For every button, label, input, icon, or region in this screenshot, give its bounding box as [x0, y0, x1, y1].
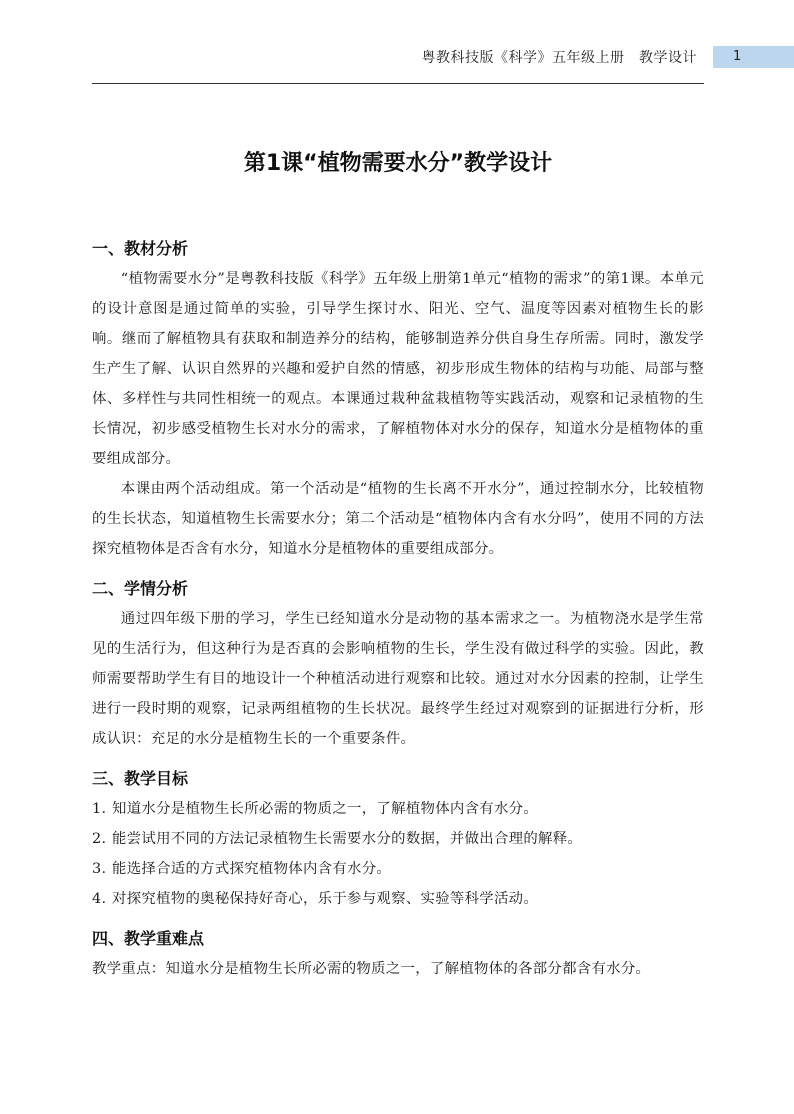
header-divider	[92, 83, 704, 84]
paragraph: 通过四年级下册的学习，学生已经知道水分是动物的基本需求之一。为植物浇水是学生常见的生活行为，但这种行为是否真的会影响植物的生长，学生没有做过科学的实验。因此，教师需要帮助学生有目的地设计一个种植活动进行观察和比较。通过对水分因素的控制，让学生进行一段时期的观察，记录两组植物的生长状况。最终学生经过对观察到的证据进行分析，形成认识：充足的水分是植物生长的一个重要条件。	[92, 611, 704, 747]
objective-item	[92, 824, 704, 854]
objective-item	[92, 794, 704, 824]
key-point-line: 教学重点：知道水分是植物生长所必需的物质之一，了解植物体的各部分都含有水分。	[92, 961, 651, 977]
item-text: 能选择合适的方式探究植物体内含有水分。	[112, 861, 392, 877]
paragraph: 本课由两个活动组成。第一个活动是“植物的生长离不开水分”，通过控制水分，比较植物的生长状态，知道植物生长需要水分；第二个活动是“植物体内含有水分吗”，使用不同的方法探究植物体是否含有水分，知道水分是植物体的重要组成部分。	[92, 481, 704, 557]
header-book-title: 粤教科技版《科学》五年级上册 教学设计	[421, 50, 697, 66]
item-text: 能尝试用不同的方法记录植物生长需要水分的数据，并做出合理的解释。	[112, 831, 583, 847]
section-key-difficult-points	[92, 924, 704, 984]
item-text: 知道水分是植物生长所必需的物质之一，了解植物体内含有水分。	[112, 801, 539, 817]
section-student-analysis	[92, 574, 704, 754]
section-textbook-analysis	[92, 234, 704, 564]
objective-item	[92, 884, 704, 914]
item-number: 3.	[92, 861, 107, 877]
item-text: 对探究植物的奥秘保持好奇心，乐于参与观察、实验等科学活动。	[112, 891, 539, 907]
document-body	[92, 234, 704, 984]
paragraph: “植物需要水分”是粤教科技版《科学》五年级上册第1单元“植物的需求”的第1课。本单元的设计意图是通过简单的实验，引导学生探讨水、阳光、空气、温度等因素对植物生长的影响。继而了解植物具有获取和制造养分的结构，能够制造养分供自身生存所需。同时，激发学生产生了解、认识自然界的兴趣和爱护自然的情感，初步形成生物体的结构与功能、局部与整体、多样性与共同性相统一的观点。本课通过栽种盆栽植物等实践活动，观察和记录植物的生长情况，初步感受植物生长对水分的需求，了解植物体对水分的保存，知道水分是植物体的重要组成部分。	[92, 271, 704, 467]
item-number: 4.	[92, 891, 107, 907]
item-number: 2.	[92, 831, 107, 847]
item-number: 1.	[92, 801, 107, 817]
section-teaching-objectives	[92, 764, 704, 914]
section-heading: 二、学情分析	[92, 579, 189, 598]
page-number-badge: 1	[713, 46, 794, 68]
document-title: 第1课“植物需要水分”教学设计	[243, 151, 553, 176]
objective-item	[92, 854, 704, 884]
section-heading: 一、教材分析	[92, 239, 189, 258]
section-heading: 四、教学重难点	[92, 929, 205, 948]
section-heading: 三、教学目标	[92, 769, 189, 788]
